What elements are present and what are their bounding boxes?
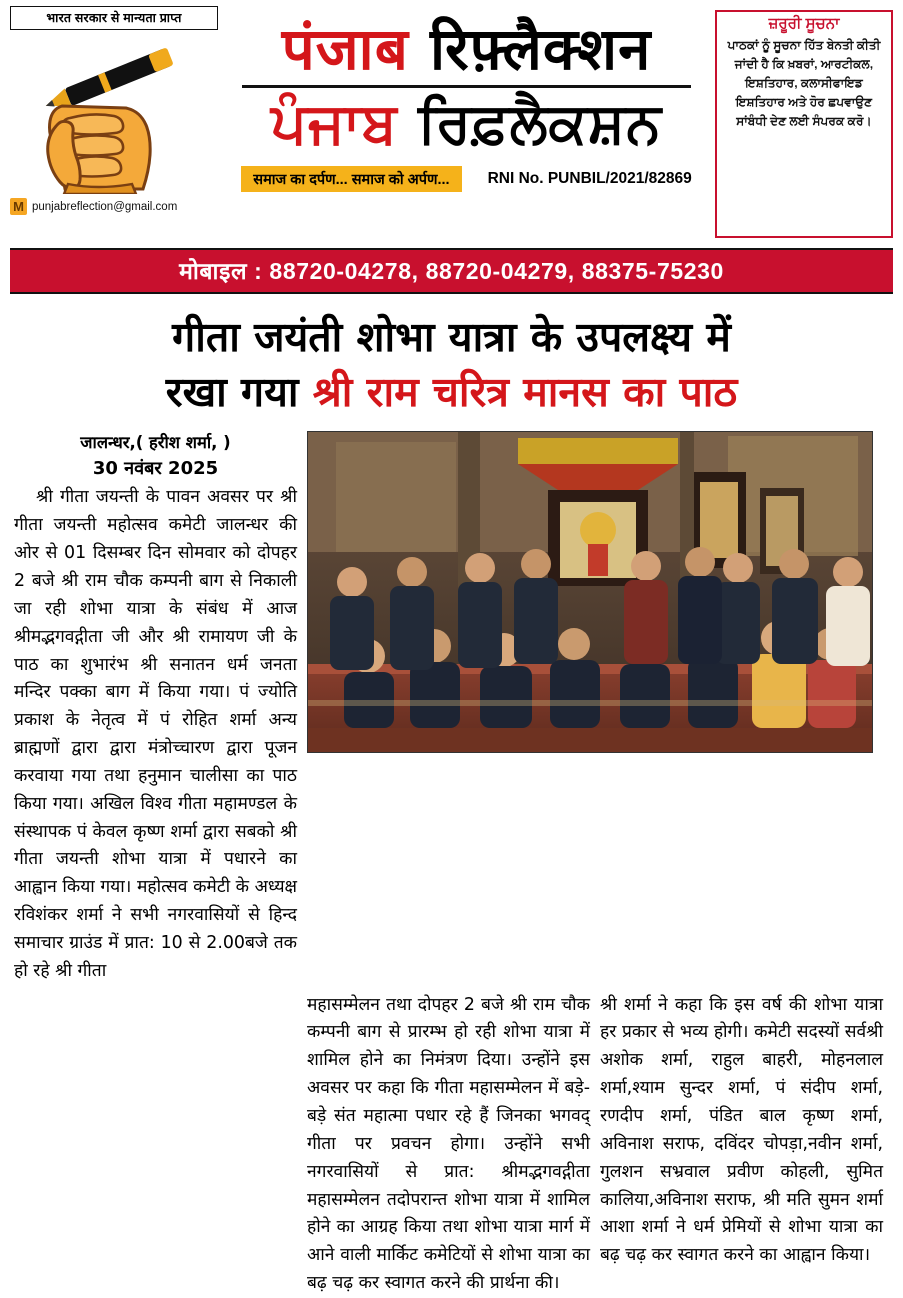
tagline-row (222, 166, 711, 192)
title-punjabi-word2: ਰਿਫ਼ਲੈਕਸ਼ਨ (418, 90, 662, 156)
notice-title: ਜ਼ਰੂਰੀ ਸੂਚਨਾ (768, 15, 840, 32)
headline-line-1: गीता जयंती शोभा यात्रा के उपलक्ष्य में (172, 313, 731, 361)
dateline-date: 30 नवंबर 2025 (92, 458, 219, 480)
rni-number: RNI No. PUNBIL/2021/82869 (487, 170, 692, 188)
email-row (10, 198, 218, 215)
mail-icon: M (10, 198, 27, 215)
article-column-3 (600, 992, 883, 1298)
title-hindi-word2: रिफ़्लैक्शन (430, 15, 652, 83)
headline-line2-red: श्री राम चरित्र मानस का पाठ (312, 368, 738, 417)
title-hindi-word1: पंजाब (281, 15, 409, 83)
email-address: punjabreflection@gmail.com (32, 200, 178, 213)
article-paragraph-3: श्री शर्मा ने कहा कि इस वर्ष की शोभा यात्रा हर प्रकार से भव्य होगी। कमेटी सदस्यों सर्वश्री अशोक शर्मा, राहुल बाहरी, मोहनलाल शर्मा,श्याम सुन्दर शर्मा, पं संदीप शर्मा, रणदीप शर्मा, पंडित बाल कृष्ण शर्मा, अविनाश सराफ, दविंदर चोपड़ा,नवीन शर्मा, गुलशन सभ्रवाल प्रवीण कोहली, सुमित कालिया,अविनाश सराफ, श्री मति सुमन शर्मा आशा शर्मा ने धर्म प्रेमियों से शोभा यात्रा का बढ़ चढ़ कर स्वागत करने का आह्वान किया। (600, 994, 883, 1266)
notice-box (715, 10, 893, 238)
article-photo (307, 431, 873, 753)
article-paragraph-1: श्री गीता जयन्ती के पावन अवसर पर श्री गीता जयन्ती महोत्सव कमेटी जालन्धर की ओर से 01 दिसम्बर दिन सोमवार को दोपहर 2 बजे श्री राम चौक कम्पनी बाग से निकाली जा रही शोभा यात्रा के संबंध में आज श्रीमद्भगवद्गीता जी और श्री रामायण जी के पाठ का शुभारंभ श्री सनातन धर्म जनता मन्दिर पक्का बाग में किया गया। पं ज्योति प्रकाश के नेतृत्व में पं रोहित शर्मा अन्य ब्राह्मणों द्वारा द्वारा मंत्रोच्चारण द्वारा पूजन करवाया गया तथा हनुमान चालीसा का पाठ किया गया। अखिल विश्व गीता महामण्डल के संस्थापक पं केवल कृष्ण शर्मा द्वारा सबको श्री गीता जयन्ती शोभा यात्रा में पधारने का आह्वान किया गया। महोत्सव कमेटी के अध्यक्ष रविशंकर शर्मा ने सभी नगरवासियों से हिन्द समाचार ग्राउंड में प्रात: 10 से 2.00बजे तक हो रहे श्री गीता (14, 487, 297, 981)
masthead-left (10, 6, 218, 246)
dateline-place: जालन्धर,( हरीश शर्मा, ) (80, 432, 231, 452)
article-column-1 (14, 431, 297, 986)
govt-recognition-badge: भारत सरकार से मान्यता प्राप्त (10, 6, 218, 30)
masthead-center (218, 6, 715, 246)
article-paragraph-2: महासम्मेलन तथा दोपहर 2 बजे श्री राम चौक कम्पनी बाग से प्रारम्भ हो रही शोभा यात्रा में शामिल होने का निमंत्रण दिया। उन्होंने इस अवसर पर कहा कि गीता महासम्मेलन में बड़े-बड़े संत महात्मा पधार रहे हैं जिनका भगवद् गीता पर प्रवचन होगा। उन्होंने सभी नगरवासियों से प्रात: श्रीमद्भगवद्गीता महासम्मेलन तदोपरान्त शोभा यात्रा में शामिल होने का आग्रह किया तथा शोभा यात्रा मार्ग में आने वाली मार्किट कमेटियों से शोभा यात्रा का बढ़ चढ़ कर स्वागत करने की प्रार्थना की। (307, 994, 590, 1294)
hand-with-pen-logo (10, 32, 210, 192)
title-punjabi-word1: ਪੰਜਾਬ (271, 90, 398, 156)
masthead (10, 0, 893, 246)
headline-line-2 (16, 365, 887, 420)
notice-body: ਪਾਠਕਾਂ ਨੂੰ ਸੂਚਨਾ ਹਿੱਤ ਬੇਨਤੀ ਕੀਤੀ ਜਾਂਦੀ ਹੈ ਕਿ ਖ਼ਬਰਾਂ, ਆਰਟੀਕਲ, ਇਸ਼ਤਿਹਾਰ, ਕਲਾਸੀਫਾਇਡ ਇਸ਼ਤਿਹਾਰ ਅਤੇ ਹੋਰ ਛਪਵਾਉਣ ਸਾਂਬੰਧੀ ਦੇਣ ਲਈ ਸੰਪਰਕ ਕਰੋ। (727, 38, 881, 128)
article-top-area (10, 431, 893, 986)
article-lower-area (10, 986, 893, 1298)
article-column-2 (307, 992, 590, 1298)
masthead-divider (242, 85, 692, 88)
tagline: समाज का दर्पण... समाज को अर्पण... (241, 166, 461, 192)
main-headline (16, 310, 887, 421)
newspaper-title-punjabi (222, 92, 711, 156)
article-photo-wrap (307, 431, 873, 980)
dateline (14, 431, 297, 483)
headline-line2-black: रखा गया (165, 368, 313, 417)
contact-phone-bar: मोबाइल : 88720-04278, 88720-04279, 88375-75230 (10, 248, 893, 294)
newspaper-title-hindi (222, 16, 711, 83)
